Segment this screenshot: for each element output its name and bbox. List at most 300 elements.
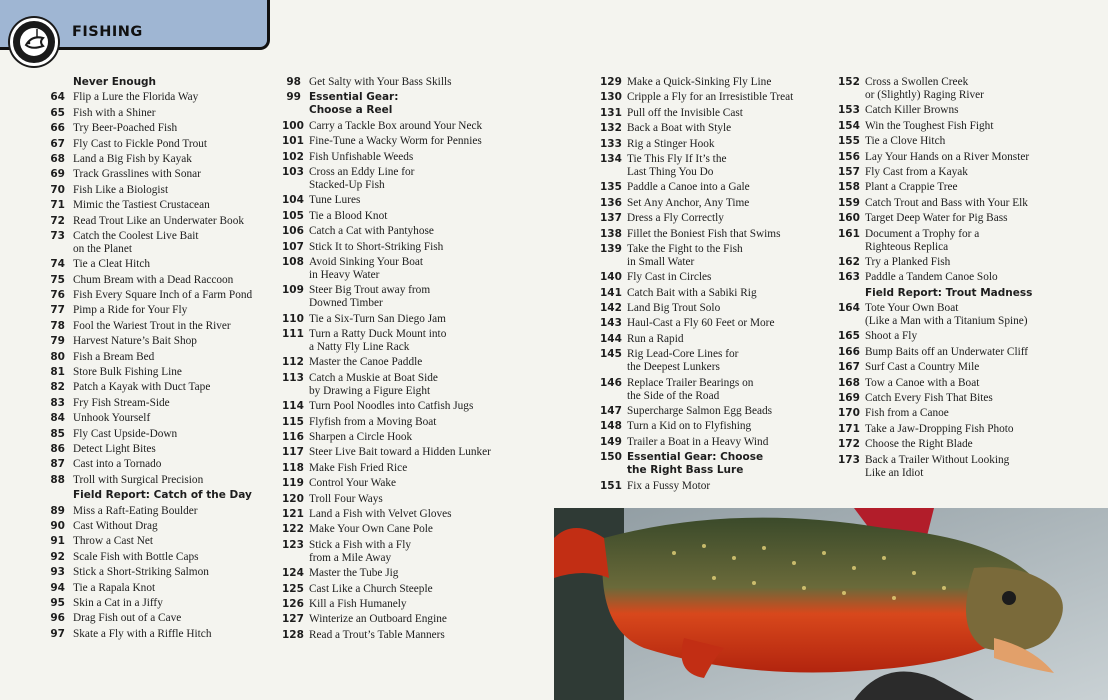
toc-entry [282, 493, 546, 506]
entry-title: Rig Lead-Core Lines for the Deepest Lunkers [627, 348, 739, 374]
entry-title: Land a Big Fish by Kayak [73, 152, 192, 165]
entry-number: 160 [838, 212, 860, 225]
entry-number: 76 [50, 289, 65, 302]
entry-number: 85 [50, 427, 65, 440]
entry-title: Fish with a Shiner [73, 106, 156, 119]
entry-title: Win the Toughest Fish Fight [865, 119, 994, 132]
toc-entry [838, 120, 1100, 133]
toc-entry [838, 392, 1100, 405]
toc-entry [48, 320, 270, 333]
entry-number: 113 [282, 371, 304, 384]
entry-number: 143 [600, 317, 622, 330]
toc-entry [48, 428, 270, 441]
entry-number: 71 [50, 199, 65, 212]
entry-title: Catch Bait with a Sabiki Rig [627, 286, 757, 299]
entry-number: 172 [838, 438, 860, 451]
entry-number: 103 [282, 165, 304, 178]
toc-column-2 [282, 76, 546, 644]
toc-entry [282, 613, 546, 626]
entry-title: Back a Trailer Without Looking Like an Idiot [865, 453, 1010, 479]
toc-entry [600, 480, 836, 493]
toc-entry [48, 505, 270, 518]
entry-title: Fix a Fussy Motor [627, 479, 711, 492]
entry-number: 146 [600, 376, 622, 389]
entry-title: Master the Tube Jig [309, 567, 399, 580]
toc-entry [48, 351, 270, 364]
entry-number: 77 [50, 304, 65, 317]
entry-number: 70 [50, 183, 65, 196]
entry-number: 154 [838, 119, 860, 132]
entry-title: Flyfish from a Moving Boat [309, 415, 437, 428]
toc-entry [600, 212, 836, 225]
entry-title: Fillet the Boniest Fish that Swims [627, 227, 781, 240]
entry-number: 127 [282, 613, 304, 626]
toc-entry [282, 508, 546, 521]
entry-title: Track Grasslines with Sonar [73, 168, 201, 181]
entry-title: Read a Trout’s Table Manners [309, 628, 445, 641]
entry-title: Tie a Blood Knot [309, 209, 388, 222]
entry-number: 72 [50, 214, 65, 227]
entry-number: 67 [50, 137, 65, 150]
entry-title: Target Deep Water for Pig Bass [865, 212, 1008, 225]
toc-entry [48, 274, 270, 287]
entry-number: 86 [50, 442, 65, 455]
entry-title: Plant a Crappie Tree [865, 181, 958, 194]
entry-title: Stick It to Short-Striking Fish [309, 240, 444, 253]
toc-entry [838, 423, 1100, 436]
entry-number: 139 [600, 242, 622, 255]
brook-trout-photo [554, 508, 1108, 700]
entry-title: Stick a Short-Striking Salmon [73, 566, 209, 579]
entry-title: Fish a Bream Bed [73, 350, 155, 363]
entry-number: 83 [50, 396, 65, 409]
entry-number: 145 [600, 348, 622, 361]
toc-section-heading [48, 76, 270, 89]
toc-entry [600, 317, 836, 330]
entry-number: 65 [50, 106, 65, 119]
entry-number: 64 [50, 91, 65, 104]
toc-entry [282, 241, 546, 254]
entry-title: Bump Baits off an Underwater Cliff [865, 345, 1029, 358]
toc-entry [282, 416, 546, 429]
entry-title: Turn a Ratty Duck Mount into a Natty Fly Line Rack [309, 328, 447, 354]
entry-title: Set Any Anchor, Any Time [627, 196, 750, 209]
entry-title: Fish Every Square Inch of a Farm Pond [73, 289, 253, 302]
toc-entry [48, 184, 270, 197]
entry-title: Catch a Cat with Pantyhose [309, 225, 434, 238]
entry-title: Catch Killer Browns [865, 104, 959, 117]
entry-number: 140 [600, 271, 622, 284]
entry-title: Land Big Trout Solo [627, 302, 721, 315]
toc-entry [600, 436, 836, 449]
entry-number: 107 [282, 240, 304, 253]
entry-number: 162 [838, 255, 860, 268]
entry-number: 69 [50, 168, 65, 181]
entry-title: Sharpen a Circle Hook [309, 431, 413, 444]
entry-title: Fry Fish Stream-Side [73, 396, 170, 409]
toc-entry [838, 212, 1100, 225]
entry-title: Fly Cast in Circles [627, 271, 712, 284]
entry-number: 137 [600, 212, 622, 225]
entry-title: Catch a Muskie at Boat Side by Drawing a Figure Eight [309, 371, 438, 397]
entry-title: Paddle a Tandem Canoe Solo [865, 271, 998, 284]
entry-title: Cross a Swollen Creek or (Slightly) Raging River [865, 76, 984, 101]
entry-title: Try a Planked Fish [865, 255, 951, 268]
entry-title: Catch the Coolest Live Bait on the Planet [73, 229, 199, 255]
entry-number: 151 [600, 479, 622, 492]
entry-number: 92 [50, 550, 65, 563]
toc-entry [282, 567, 546, 580]
entry-number: 119 [282, 477, 304, 490]
toc-section-heading [838, 287, 1100, 300]
entry-title: Kill a Fish Humanely [309, 597, 407, 610]
entry-title: Turn Pool Noodles into Catfish Jugs [309, 400, 474, 413]
entry-title: Replace Trailer Bearings on the Side of the Road [627, 376, 754, 402]
entry-title: Tie This Fly If It’s the Last Thing You Do [627, 152, 727, 178]
heading-text: Essential Gear: Choose a Reel [309, 91, 399, 117]
entry-number: 128 [282, 628, 304, 641]
entry-number: 150 [600, 451, 622, 464]
entry-number: 111 [282, 328, 304, 341]
toc-entry [600, 138, 836, 151]
entry-number: 116 [282, 431, 304, 444]
entry-number: 73 [50, 229, 65, 242]
toc-entry [282, 477, 546, 490]
entry-title: Miss a Raft-Eating Boulder [73, 504, 198, 517]
entry-title: Supercharge Salmon Egg Beads [627, 405, 773, 418]
entry-number: 153 [838, 104, 860, 117]
toc-column-1 [48, 76, 270, 643]
entry-title: Cast Like a Church Steeple [309, 582, 433, 595]
heading-text: Never Enough [73, 76, 157, 88]
entry-number: 100 [282, 119, 304, 132]
entry-number: 131 [600, 106, 622, 119]
toc-entry [48, 551, 270, 564]
entry-title: Mimic the Tastiest Crustacean [73, 199, 210, 212]
entry-number: 95 [50, 596, 65, 609]
toc-entry [600, 348, 836, 374]
toc-section-heading [282, 91, 546, 117]
entry-title: Flip a Lure the Florida Way [73, 91, 199, 104]
fishing-hook-icon [10, 18, 58, 66]
toc-entry [282, 462, 546, 475]
toc-entry [282, 583, 546, 596]
entry-number: 109 [282, 284, 304, 297]
entry-number: 91 [50, 535, 65, 548]
entry-number: 90 [50, 519, 65, 532]
entry-title: Fish Unfishable Weeds [309, 150, 414, 163]
entry-title: Drag Fish out of a Cave [73, 612, 182, 625]
entry-title: Cripple a Fly for an Irresistible Treat [627, 91, 794, 104]
entry-title: Chum Bream with a Dead Raccoon [73, 273, 234, 286]
toc-entry [600, 91, 836, 104]
entry-title: Skate a Fly with a Riffle Hitch [73, 627, 212, 640]
entry-number: 125 [282, 582, 304, 595]
toc-entry [282, 225, 546, 238]
heading-text: Field Report: Catch of the Day [73, 489, 252, 502]
entry-number: 130 [600, 91, 622, 104]
entry-number: 117 [282, 446, 304, 459]
entry-title: Surf Cast a Country Mile [865, 361, 980, 374]
toc-entry [48, 520, 270, 533]
toc-column-3 [600, 76, 836, 495]
toc-entry [600, 405, 836, 418]
toc-entry [600, 153, 836, 179]
toc-entry [48, 335, 270, 348]
toc-entry [48, 474, 270, 487]
toc-entry [48, 153, 270, 166]
toc-entry [282, 194, 546, 207]
entry-title: Steer Live Bait toward a Hidden Lunker [309, 446, 491, 459]
entry-number: 96 [50, 612, 65, 625]
entry-number: 166 [838, 345, 860, 358]
entry-number: 124 [282, 567, 304, 580]
entry-title: Harvest Nature’s Bait Shop [73, 335, 197, 348]
toc-entry [600, 197, 836, 210]
entry-number: 102 [282, 150, 304, 163]
entry-title: Fly Cast from a Kayak [865, 165, 968, 178]
entry-title: Run a Rapid [627, 332, 684, 345]
toc-entry [48, 628, 270, 641]
entry-title: Cast into a Tornado [73, 458, 162, 471]
entry-number: 74 [50, 258, 65, 271]
toc-entry [282, 166, 546, 192]
toc-entry [48, 122, 270, 135]
entry-title: Take a Jaw-Dropping Fish Photo [865, 422, 1014, 435]
entry-number: 135 [600, 181, 622, 194]
entry-title: Tow a Canoe with a Boat [865, 376, 980, 389]
toc-entry [282, 151, 546, 164]
toc-entry [48, 366, 270, 379]
toc-entry [282, 539, 546, 565]
toc-entry [838, 454, 1100, 480]
toc-entry [838, 271, 1100, 284]
entry-title: Throw a Cast Net [73, 535, 153, 548]
entry-number: 122 [282, 523, 304, 536]
toc-section-heading [48, 489, 270, 502]
entry-number: 112 [282, 356, 304, 369]
entry-number: 120 [282, 492, 304, 505]
entry-number: 68 [50, 152, 65, 165]
toc-entry [282, 120, 546, 133]
toc-entry [282, 431, 546, 444]
entry-number: 134 [600, 152, 622, 165]
entry-number: 93 [50, 566, 65, 579]
entry-title: Pimp a Ride for Your Fly [73, 304, 188, 317]
toc-entry [48, 535, 270, 548]
entry-number: 105 [282, 209, 304, 222]
toc-entry [48, 381, 270, 394]
toc-entry [282, 313, 546, 326]
toc-entry [600, 181, 836, 194]
toc-entry [48, 91, 270, 104]
entry-title: Take the Fight to the Fish in Small Water [627, 242, 743, 268]
entry-number: 89 [50, 504, 65, 517]
toc-entry [282, 372, 546, 398]
entry-number: 165 [838, 330, 860, 343]
toc-entry [48, 612, 270, 625]
entry-title: Get Salty with Your Bass Skills [309, 76, 452, 88]
toc-entry [600, 122, 836, 135]
entry-title: Land a Fish with Velvet Gloves [309, 507, 452, 520]
entry-number: 81 [50, 366, 65, 379]
entry-number: 97 [50, 627, 65, 640]
section-title: FISHING [72, 24, 143, 40]
entry-title: Haul-Cast a Fly 60 Feet or More [627, 317, 775, 330]
entry-title: Store Bulk Fishing Line [73, 366, 182, 379]
entry-number: 169 [838, 392, 860, 405]
entry-number: 136 [600, 196, 622, 209]
entry-number: 115 [282, 415, 304, 428]
entry-number: 170 [838, 407, 860, 420]
toc-entry [838, 256, 1100, 269]
toc-entry [600, 333, 836, 346]
entry-number: 75 [50, 273, 65, 286]
entry-number: 149 [600, 435, 622, 448]
toc-entry [838, 377, 1100, 390]
toc-entry [838, 438, 1100, 451]
toc-entry [48, 230, 270, 256]
entry-number: 79 [50, 335, 65, 348]
toc-entry [48, 168, 270, 181]
entry-title: Shoot a Fly [865, 330, 918, 343]
entry-title: Skin a Cat in a Jiffy [73, 596, 163, 609]
entry-number: 164 [838, 302, 860, 315]
entry-title: Fool the Wariest Trout in the River [73, 319, 231, 332]
entry-title: Avoid Sinking Your Boat in Heavy Water [309, 255, 424, 281]
entry-number: 114 [282, 400, 304, 413]
entry-title: Tie a Six-Turn San Diego Jam [309, 312, 446, 325]
toc-section-heading [600, 451, 836, 477]
entry-title: Tote Your Own Boat (Like a Man with a Titanium Spine) [865, 302, 1028, 328]
toc-entry [48, 566, 270, 579]
entry-title: Control Your Wake [309, 477, 397, 490]
toc-entry [838, 346, 1100, 359]
toc-entry [48, 199, 270, 212]
entry-title: Winterize an Outboard Engine [309, 613, 447, 626]
entry-number: 132 [600, 122, 622, 135]
entry-number: 148 [600, 420, 622, 433]
toc-entry [48, 412, 270, 425]
entry-title: Choose the Right Blade [865, 438, 973, 451]
entry-number: 78 [50, 319, 65, 332]
toc-entry [48, 443, 270, 456]
toc-entry [282, 135, 546, 148]
toc-entry [838, 181, 1100, 194]
toc-entry [282, 629, 546, 642]
entry-title: Tune Lures [309, 194, 361, 207]
toc-entry [282, 446, 546, 459]
toc-entry [600, 420, 836, 433]
toc-entry [600, 228, 836, 241]
entry-title: Tie a Cleat Hitch [73, 258, 151, 271]
toc-entry [838, 197, 1100, 210]
entry-title: Make Your Own Cane Pole [309, 523, 433, 536]
entry-number: 129 [600, 76, 622, 88]
toc-entry [282, 400, 546, 413]
entry-title: Trailer a Boat in a Heavy Wind [627, 435, 769, 448]
entry-title: Troll Four Ways [309, 492, 383, 505]
entry-number: 168 [838, 376, 860, 389]
entry-title: Fish Like a Biologist [73, 183, 169, 196]
entry-number: 152 [838, 76, 860, 88]
toc-entry [600, 243, 836, 269]
toc-entry [600, 287, 836, 300]
entry-number: 123 [282, 538, 304, 551]
heading-text: Field Report: Trout Madness [865, 286, 1033, 299]
entry-title: Rig a Stinger Hook [627, 137, 715, 150]
entry-number: 159 [838, 196, 860, 209]
entry-title: Tie a Rapala Knot [73, 581, 156, 594]
entry-number: 167 [838, 361, 860, 374]
entry-number: 118 [282, 461, 304, 474]
toc-entry [282, 210, 546, 223]
entry-number: 163 [838, 271, 860, 284]
toc-entry [48, 215, 270, 228]
entry-number: 161 [838, 227, 860, 240]
entry-number: 84 [50, 412, 65, 425]
entry-title: Fly Cast to Fickle Pond Trout [73, 137, 208, 150]
toc-entry [282, 76, 546, 89]
entry-title: Lay Your Hands on a River Monster [865, 150, 1030, 163]
entry-number: 82 [50, 381, 65, 394]
entry-number: 121 [282, 507, 304, 520]
toc-entry [600, 377, 836, 403]
toc-entry [838, 330, 1100, 343]
entry-number: 126 [282, 597, 304, 610]
toc-entry [600, 107, 836, 120]
toc-entry [838, 135, 1100, 148]
toc-entry [48, 289, 270, 302]
toc-entry [48, 138, 270, 151]
entry-title: Paddle a Canoe into a Gale [627, 181, 750, 194]
entry-title: Detect Light Bites [73, 442, 156, 455]
entry-number: 106 [282, 225, 304, 238]
entry-title: Carry a Tackle Box around Your Neck [309, 119, 483, 132]
toc-entry [282, 328, 546, 354]
entry-number: 108 [282, 255, 304, 268]
entry-number: 101 [282, 135, 304, 148]
entry-number: 99 [286, 91, 301, 104]
toc-entry [48, 107, 270, 120]
entry-number: 98 [286, 76, 301, 88]
toc-entry [600, 76, 836, 89]
entry-number: 94 [50, 581, 65, 594]
entry-number: 144 [600, 332, 622, 345]
entry-number: 133 [600, 137, 622, 150]
toc-entry [838, 361, 1100, 374]
entry-number: 142 [600, 302, 622, 315]
toc-entry [838, 407, 1100, 420]
entry-title: Pull off the Invisible Cast [627, 106, 743, 119]
toc-entry [838, 302, 1100, 328]
toc-entry [838, 151, 1100, 164]
entry-title: Cast Without Drag [73, 519, 158, 532]
entry-number: 141 [600, 286, 622, 299]
toc-entry [48, 582, 270, 595]
entry-title: Fly Cast Upside-Down [73, 427, 178, 440]
toc-entry [600, 302, 836, 315]
entry-number: 147 [600, 405, 622, 418]
toc-entry [838, 228, 1100, 254]
entry-number: 173 [838, 453, 860, 466]
entry-number: 138 [600, 227, 622, 240]
toc-entry [282, 256, 546, 282]
entry-title: Patch a Kayak with Duct Tape [73, 381, 211, 394]
entry-number: 155 [838, 135, 860, 148]
entry-title: Dress a Fly Correctly [627, 212, 724, 225]
entry-number: 88 [50, 473, 65, 486]
